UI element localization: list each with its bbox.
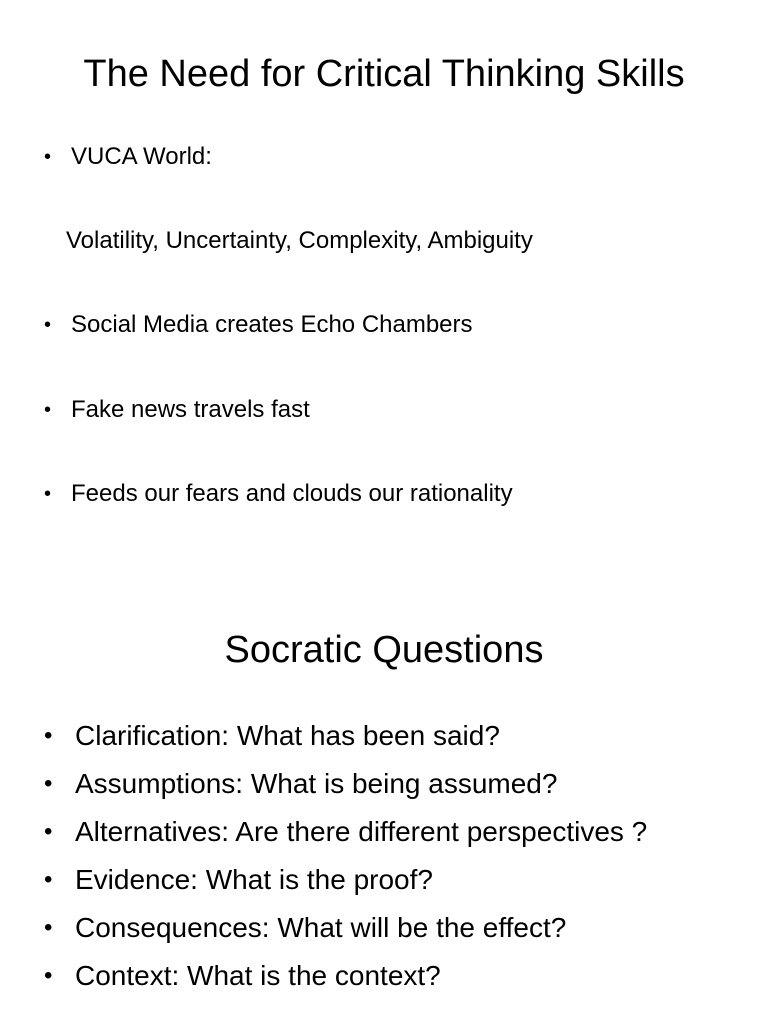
bullet-icon: •: [44, 399, 52, 421]
vuca-definition-text: Volatility, Uncertainty, Complexity, Ambiguity: [66, 227, 533, 254]
list-item-text: Consequences: What will be the effect?: [75, 912, 567, 943]
list-item-text: Context: What is the context?: [75, 960, 441, 991]
list-item-text: Feeds our fears and clouds our rationality: [71, 480, 513, 507]
bullet-icon: •: [44, 866, 53, 893]
bullet-icon: •: [44, 770, 53, 797]
list-item-text: Alternatives: Are there different perspectives ?: [75, 816, 648, 847]
bullet-icon: •: [44, 962, 53, 989]
list-item-text: Fake news travels fast: [71, 396, 310, 423]
bullet-icon: •: [44, 818, 53, 845]
list-item-text: VUCA World:: [71, 143, 212, 170]
list-item-text: Evidence: What is the proof?: [75, 864, 433, 895]
slide-title: Socratic Questions: [224, 629, 544, 671]
bullet-icon: •: [44, 146, 52, 168]
bullet-icon: •: [44, 314, 52, 336]
slide-socratic-questions: [0, 600, 768, 1024]
slide-title: The Need for Critical Thinking Skills: [83, 53, 685, 95]
bullet-icon: •: [44, 914, 53, 941]
list-item-text: Social Media creates Echo Chambers: [71, 311, 473, 338]
list-item-text: Clarification: What has been said?: [75, 720, 500, 751]
bullet-icon: •: [44, 722, 53, 749]
bullet-icon: •: [44, 483, 52, 505]
list-item-text: Assumptions: What is being assumed?: [75, 768, 558, 799]
